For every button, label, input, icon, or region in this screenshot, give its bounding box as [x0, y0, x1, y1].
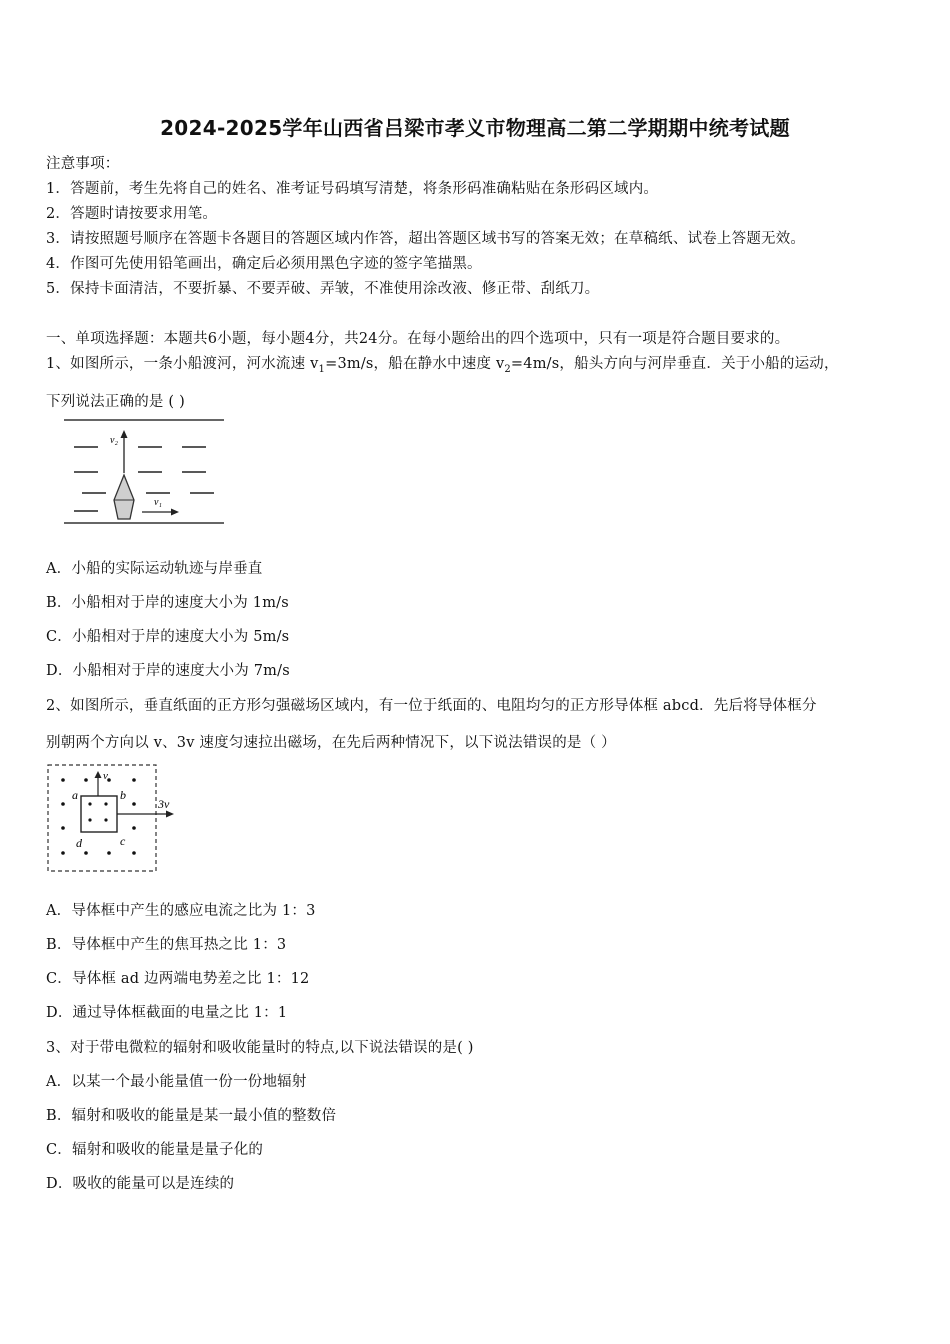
question-1-stem-part: =4m/s，船头方向与河岸垂直．关于小船的运动，: [510, 356, 839, 372]
option-d: D．吸收的能量可以是连续的: [46, 1176, 235, 1192]
option-b: B．小船相对于岸的速度大小为 1m/s: [46, 595, 289, 611]
vertex-c-label: c: [120, 834, 126, 848]
question-1-stem: [46, 352, 839, 375]
vertex-d-label: d: [76, 836, 82, 850]
question-1-stem-line2: 下列说法正确的是 ( ): [46, 394, 185, 410]
option-c: C．辐射和吸收的能量是量子化的: [46, 1142, 264, 1158]
option-d: D．通过导体框截面的电量之比 1：1: [46, 1005, 288, 1021]
velocity-v2-label: v₂: [110, 435, 118, 446]
section-heading: 一、单项选择题：本题共6小题，每小题4分，共24分。在每小题给出的四个选项中，只有一项是符合题目要求的。: [46, 331, 790, 347]
question-2-stem-line2: 别朝两个方向以 v、3v 速度匀速拉出磁场，在先后两种情况下，以下说法错误的是（ ）: [46, 735, 616, 751]
notice-item: 2．答题时请按要求用笔。: [46, 206, 218, 222]
river-boat-figure: [62, 415, 228, 527]
vertex-b-label: b: [120, 788, 126, 802]
notice-item: 4．作图可先使用铅笔画出，确定后必须用黑色字迹的签字笔描黑。: [46, 256, 482, 272]
conductor-frame: [81, 796, 117, 832]
water-dashes: [74, 447, 214, 511]
notice-item: 1．答题前，考生先将自己的姓名、准考证号码填写清楚，将条形码准确粘贴在条形码区域内。: [46, 181, 659, 197]
question-1-stem-part: =3m/s，船在静水中速度 v: [325, 356, 505, 372]
velocity-v-label: v: [103, 770, 108, 782]
option-b: B．辐射和吸收的能量是某一最小值的整数倍: [46, 1108, 337, 1124]
option-d: D．小船相对于岸的速度大小为 7m/s: [46, 663, 290, 679]
boat-shape: [114, 475, 134, 519]
notice-item: 5．保持卡面清洁，不要折暴、不要弄破、弄皱，不准使用涂改液、修正带、刮纸刀。: [46, 281, 600, 297]
option-c: C．小船相对于岸的速度大小为 5m/s: [46, 629, 290, 645]
velocity-3v-label: 3v: [158, 797, 170, 811]
option-b: B．导体框中产生的焦耳热之比 1：3: [46, 937, 287, 953]
velocity-v1-arrowhead: [171, 509, 179, 516]
subscript: 2: [504, 363, 511, 375]
velocity-v1-label: v₁: [154, 497, 162, 508]
notice-heading: 注意事项：: [46, 156, 120, 172]
vertex-a-label: a: [72, 788, 78, 802]
question-3-stem: 3、对于带电微粒的辐射和吸收能量时的特点,以下说法错误的是( ): [46, 1040, 474, 1056]
option-a: A．以某一个最小能量值一份一份地辐射: [46, 1074, 307, 1090]
page-title: 2024-2025学年山西省吕梁市孝义市物理高二第二学期期中统考试题: [160, 116, 790, 140]
option-a: A．导体框中产生的感应电流之比为 1：3: [46, 903, 316, 919]
magnetic-field-figure: [46, 762, 186, 874]
subscript: 1: [318, 363, 326, 375]
question-1-stem-part: 1、如图所示，一条小船渡河，河水流速 v: [46, 356, 319, 372]
option-a: A．小船的实际运动轨迹与岸垂直: [46, 561, 263, 577]
option-c: C．导体框 ad 边两端电势差之比 1：12: [46, 971, 310, 987]
question-2-stem: 2、如图所示，垂直纸面的正方形匀强磁场区域内，有一位于纸面的、电阻均匀的正方形导体框 abcd．先后将导体框分: [46, 698, 817, 714]
velocity-v2-arrowhead: [121, 430, 128, 438]
notice-item: 3．请按照题号顺序在答题卡各题目的答题区域内作答，超出答题区域书写的答案无效；在草稿纸、试卷上答题无效。: [46, 231, 806, 247]
